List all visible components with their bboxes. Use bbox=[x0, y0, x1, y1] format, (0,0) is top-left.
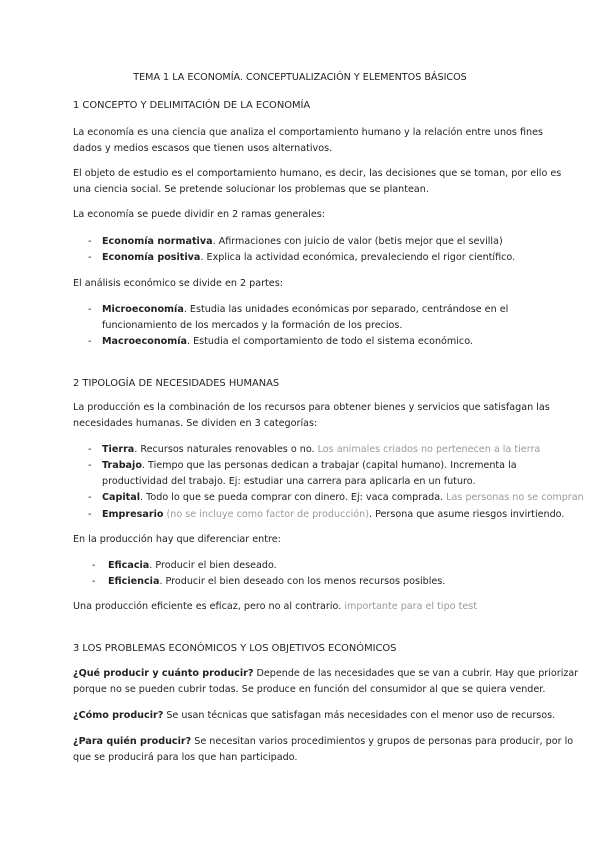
answer: Se usan técnicas que satisfagan más necesidades con el menor uso de recursos. bbox=[163, 710, 556, 721]
paragraph: En la producción hay que diferenciar entre: bbox=[73, 534, 281, 545]
paragraph: La producción es la combinación de los recursos para obtener bienes y servicios que satisfagan las bbox=[73, 402, 550, 413]
side-note: importante para el tipo test bbox=[344, 601, 478, 612]
definition: . Producir el bien deseado con los menos recursos posibles. bbox=[159, 576, 446, 587]
definition: . Todo lo que se pueda comprar con dinero. Ej: vaca comprada. bbox=[140, 492, 447, 503]
paragraph: La economía se puede dividir en 2 ramas generales: bbox=[73, 209, 325, 220]
list-item bbox=[102, 442, 540, 459]
list-item-continuation: productividad del trabajo. Ej: estudiar una carrera para aplicarla en un futuro. bbox=[102, 476, 476, 487]
list-item bbox=[102, 507, 564, 524]
paragraph: La economía es una ciencia que analiza el comportamiento humano y la relación entre unos fines bbox=[73, 127, 543, 138]
list-bullet: - bbox=[88, 460, 92, 471]
term: Capital bbox=[102, 492, 141, 503]
list-item bbox=[102, 458, 517, 475]
list-bullet: - bbox=[92, 560, 96, 571]
paragraph bbox=[73, 599, 477, 616]
section-2-heading: 2 TIPOLOGÍA DE NECESIDADES HUMANAS bbox=[73, 378, 280, 389]
paragraph bbox=[73, 666, 578, 683]
list-item bbox=[108, 574, 445, 591]
definition: . Estudia las unidades económicas por separado, centrándose en el bbox=[183, 304, 509, 315]
definition: . Persona que asume riesgos invirtiendo. bbox=[368, 509, 565, 520]
list-bullet: - bbox=[88, 444, 92, 455]
paragraph: El análisis económico se divide en 2 partes: bbox=[73, 278, 283, 289]
paragraph bbox=[73, 734, 573, 751]
definition: . Afirmaciones con juicio de valor (betis mejor que el sevilla) bbox=[212, 236, 503, 247]
term: Tierra bbox=[102, 444, 135, 455]
paragraph: dados y medios escasos que tienen usos alternativos. bbox=[73, 143, 333, 154]
list-item bbox=[102, 250, 515, 267]
side-note: Los animales criados no pertenecen a la tierra bbox=[317, 444, 541, 455]
side-note: (no se incluye como factor de producción) bbox=[163, 509, 369, 520]
document-title: TEMA 1 LA ECONOMÍA. CONCEPTUALIZACIÓN Y ELEMENTOS BÁSICOS bbox=[133, 72, 467, 83]
term: Empresario bbox=[102, 509, 164, 520]
list-bullet: - bbox=[88, 336, 92, 347]
list-bullet: - bbox=[88, 509, 92, 520]
paragraph bbox=[73, 708, 555, 725]
definition: . Recursos naturales renovables o no. bbox=[134, 444, 318, 455]
section-3-heading: 3 LOS PROBLEMAS ECONÓMICOS Y LOS OBJETIVOS ECONÓMICOS bbox=[73, 643, 397, 654]
term: Economía normativa bbox=[102, 236, 213, 247]
list-bullet: - bbox=[88, 236, 92, 247]
question: ¿Qué producir y cuánto producir? bbox=[73, 668, 254, 679]
paragraph: una ciencia social. Se pretende solucionar los problemas que se plantean. bbox=[73, 184, 429, 195]
term: Trabajo bbox=[102, 460, 142, 471]
list-item bbox=[102, 490, 584, 507]
list-item-continuation: funcionamiento de los mercados y la formación de los precios. bbox=[102, 320, 403, 331]
term: Microeconomía bbox=[102, 304, 184, 315]
list-bullet: - bbox=[92, 576, 96, 587]
term: Eficacia bbox=[108, 560, 150, 571]
side-note: Las personas no se compran bbox=[446, 492, 584, 503]
section-1-heading: 1 CONCEPTO Y DELIMITACIÓN DE LA ECONOMÍA bbox=[73, 100, 311, 111]
paragraph-continuation: porque no se pueden cubrir todas. Se produce en función del consumidor al que se quiera vender. bbox=[73, 684, 546, 695]
list-item bbox=[102, 302, 508, 319]
list-bullet: - bbox=[88, 304, 92, 315]
paragraph: El objeto de estudio es el comportamiento humano, es decir, las decisiones que se toman, por ello es bbox=[73, 168, 562, 179]
sentence: Una producción eficiente es eficaz, pero no al contrario. bbox=[73, 601, 345, 612]
list-item bbox=[102, 234, 503, 251]
term: Eficiencia bbox=[108, 576, 160, 587]
definition: . Explica la actividad económica, prevaleciendo el rigor científico. bbox=[200, 252, 516, 263]
definition: . Tiempo que las personas dedican a trabajar (capital humano). Incrementa la bbox=[141, 460, 517, 471]
paragraph: necesidades humanas. Se dividen en 3 categorías: bbox=[73, 418, 318, 429]
definition: . Producir el bien deseado. bbox=[149, 560, 277, 571]
list-bullet: - bbox=[88, 252, 92, 263]
paragraph-continuation: que se producirá para los que han participado. bbox=[73, 752, 298, 763]
answer: Se necesitan varios procedimientos y grupos de personas para producir, por lo bbox=[191, 736, 574, 747]
list-item bbox=[102, 334, 473, 351]
term: Economía positiva bbox=[102, 252, 201, 263]
list-item bbox=[108, 558, 277, 575]
list-bullet: - bbox=[88, 492, 92, 503]
definition: . Estudia el comportamiento de todo el sistema económico. bbox=[187, 336, 473, 347]
answer: Depende de las necesidades que se van a cubrir. Hay que priorizar bbox=[253, 668, 579, 679]
term: Macroeconomía bbox=[102, 336, 187, 347]
question: ¿Para quién producir? bbox=[73, 736, 192, 747]
question: ¿Cómo producir? bbox=[73, 710, 164, 721]
